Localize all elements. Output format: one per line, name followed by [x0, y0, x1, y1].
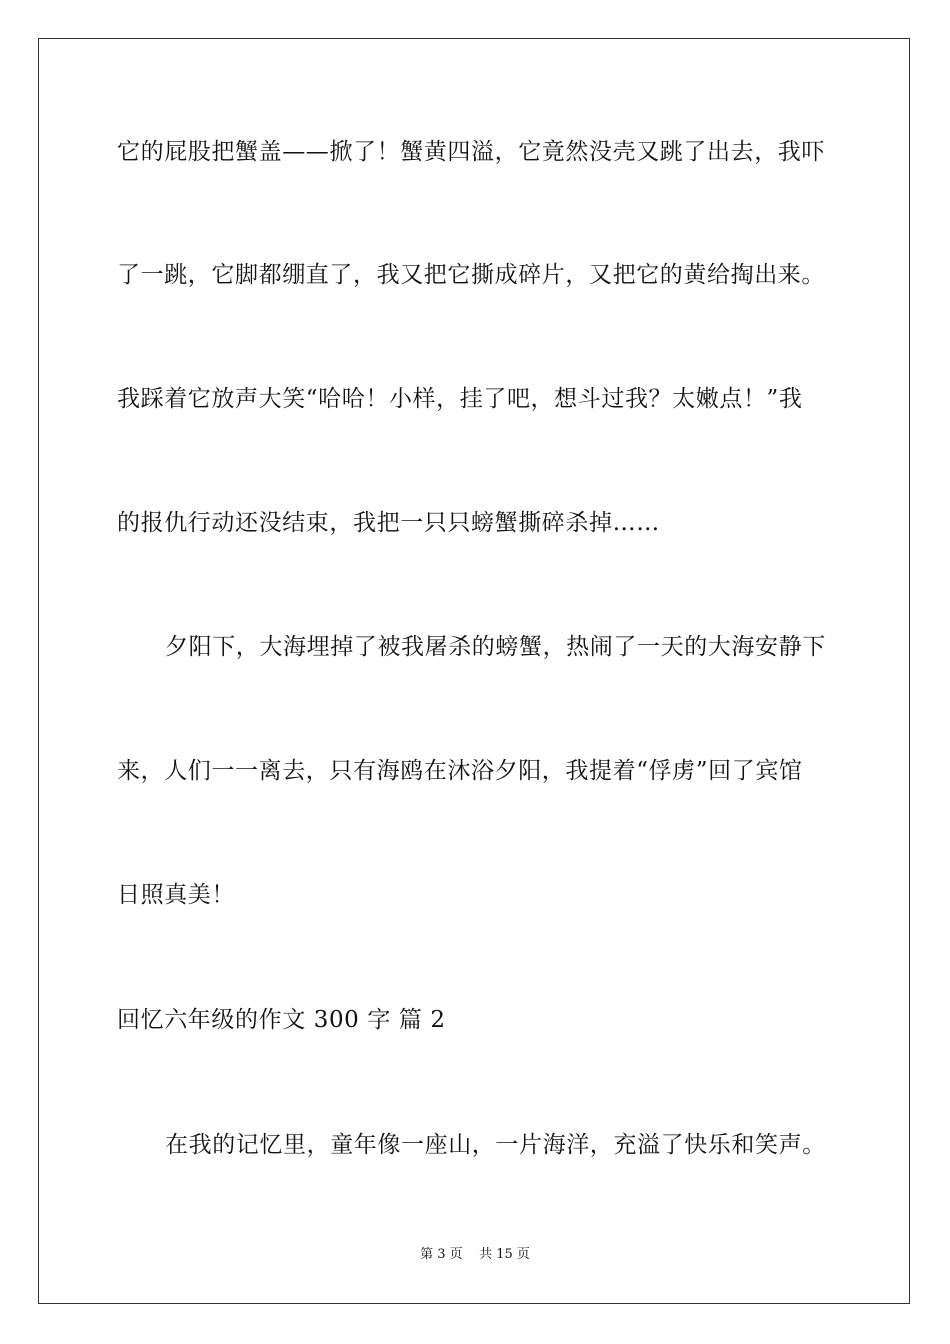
- paragraph-line-indented: 夕阳下，大海埋掉了被我屠杀的螃蟹，热闹了一天的大海安静下: [165, 634, 826, 660]
- paragraph-line: 我踩着它放声大笑“哈哈！小样，挂了吧，想斗过我？太嫩点！”我: [117, 386, 803, 412]
- paragraph-line-indented: 在我的记忆里，童年像一座山，一片海洋，充溢了快乐和笑声。: [165, 1132, 826, 1158]
- paragraph-line: 的报仇行动还没结束，我把一只只螃蟹撕碎杀掉……: [117, 510, 660, 536]
- page-number-footer: 第 3 页 共 15 页: [420, 1247, 530, 1262]
- section-heading: 回忆六年级的作文 300 字 篇 2: [117, 1007, 446, 1033]
- paragraph-line: 了一跳，它脚都绷直了，我又把它撕成碎片，又把它的黄给掏出来。: [117, 262, 825, 288]
- paragraph-line: 它的屁股把蟹盖——掀了！蟹黄四溢，它竟然没壳又跳了出去，我吓: [117, 139, 825, 165]
- page-frame: [38, 38, 910, 1304]
- paragraph-line: 日照真美！: [117, 882, 235, 908]
- paragraph-line: 来，人们一一离去，只有海鸥在沐浴夕阳，我提着“俘虏”回了宾馆: [117, 758, 803, 784]
